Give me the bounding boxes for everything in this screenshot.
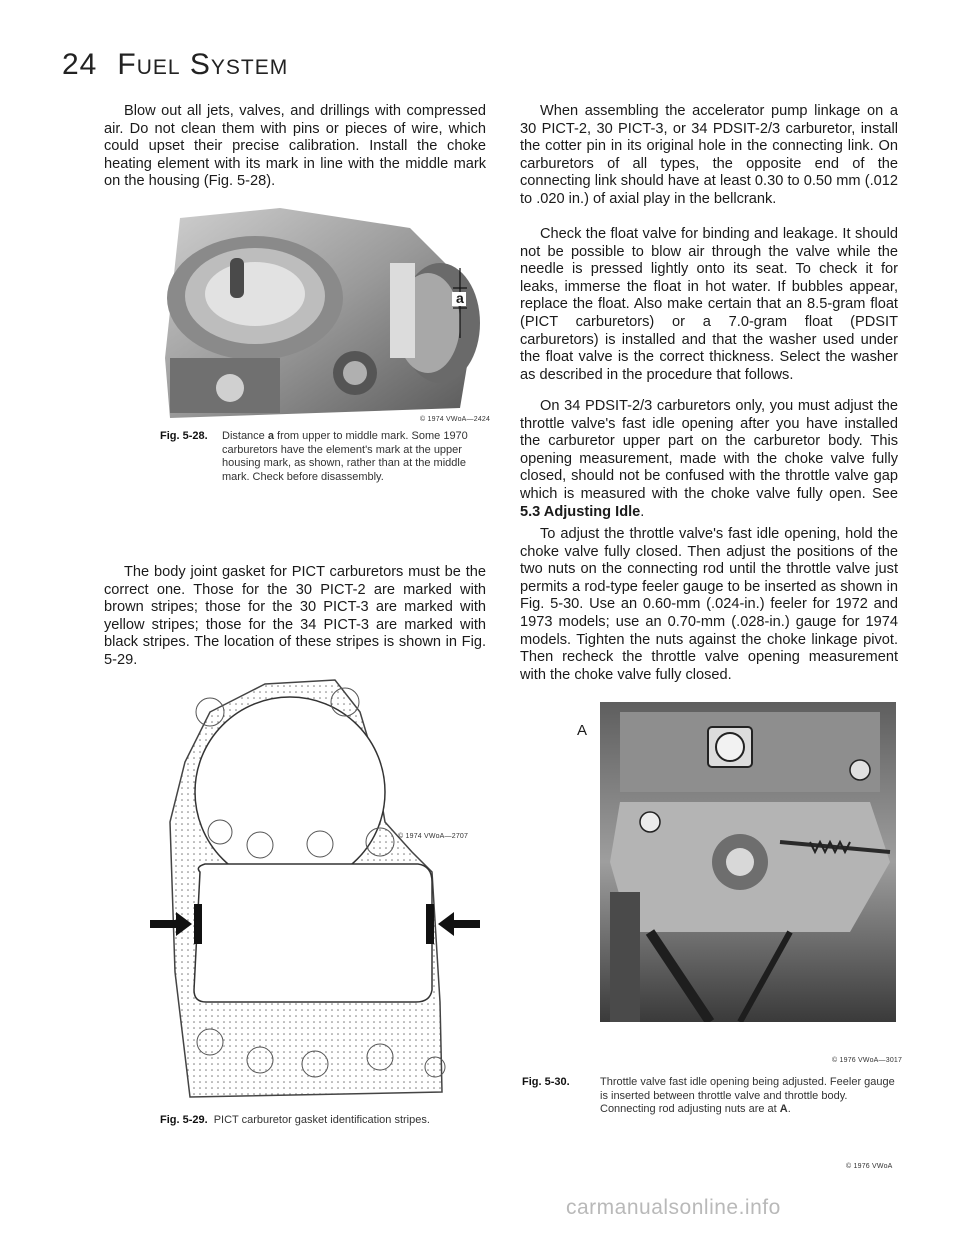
paragraph-fast-idle-post: . bbox=[640, 503, 645, 520]
fig-5-28-label: Fig. 5-28. bbox=[160, 430, 208, 442]
paragraph-clean-jets: Blow out all jets, valves, and drillings with compressed air. Do not clean them with pins or pieces of wire, which could upset their precise calibration. Install the choke heating element with its mark in line with the middle mark on the housing (Fig. 5-28). bbox=[104, 103, 486, 190]
fig-5-28-caption-pre: Distance bbox=[222, 430, 268, 442]
paragraph-fast-idle-adjust: To adjust the throttle valve's fast idle opening, hold the choke valve fully closed. Then adjust the positions of the two nuts on the connecting rod until the throttle valve just permits a rod-type feeler gauge to be inserted as shown in Fig. 5-30. Use an 0.60-mm (.024-in.) feeler for 1972 and 1973 models; use an 0.70-mm (.028-in.) gauge for 1974 models. Tighten the nuts against the choke linkage pivot. Then recheck the throttle valve opening measurement with the choke valve fully closed. bbox=[520, 526, 898, 683]
fig-5-28-caption-text bbox=[222, 430, 486, 484]
fig-5-28-photo bbox=[160, 208, 486, 418]
paragraph-fast-idle-ref: 5.3 Adjusting Idle bbox=[520, 503, 641, 520]
fig-5-29-caption-text: PICT carburetor gasket identification stripes. bbox=[213, 1114, 430, 1126]
fig-5-30-label: Fig. 5-30. bbox=[522, 1076, 570, 1088]
paragraph-fast-idle-pre: On 34 PDSIT-2/3 carburetors only, you must adjust the throttle valve's fast idle opening after you have installed the carburetor upper part on the carburetor body. This opening measurement, made with the choke valve fully closed, should not be confused with the throttle valve gap which is measured with the choke valve fully open. See bbox=[520, 398, 898, 502]
fig-5-28-caption-bold: a bbox=[267, 430, 274, 442]
fig-5-29-label: Fig. 5-29. bbox=[160, 1114, 208, 1126]
fig-5-30-caption-text bbox=[600, 1076, 898, 1117]
paragraph-gasket: The body joint gasket for PICT carburetors must be the correct one. Those for the 30 PICT-2 are marked with brown stripes; those for the 30 PICT-3 are marked with yellow stripes; those for the 34 PICT-3 are marked with black stripes. The location of these stripes is shown in Fig. 5-29. bbox=[104, 564, 486, 668]
site-watermark: carmanualsonline.info bbox=[566, 1196, 781, 1219]
page-header bbox=[62, 48, 288, 82]
fig-5-30-credit: © 1976 VWoA—3017 bbox=[832, 1057, 903, 1064]
fig-5-30-callout: A bbox=[577, 722, 588, 739]
paragraph-accelerator-pump: When assembling the accelerator pump linkage on a 30 PICT-2, 30 PICT-3, or 34 PDSIT-2/3 carburetor, install the cotter pin in its original hole in the connecting link. On carburetors of all types, the opposite end of the connecting link should have at least 0.30 to 0.50 mm (.012 to .020 in.) of axial play in the bellcrank. bbox=[520, 103, 898, 207]
page-credit: © 1976 VWoA bbox=[846, 1163, 893, 1170]
fig-5-29-caption bbox=[160, 1114, 500, 1128]
fig-5-29-gasket-drawing bbox=[150, 672, 486, 1108]
fig-5-30-photo bbox=[590, 702, 898, 1022]
fig-5-28-credit: © 1974 VWoA—2424 bbox=[420, 416, 491, 423]
fig-5-28-callout: a bbox=[456, 290, 464, 306]
fig-5-28-caption-post: from upper to middle mark. Some 1970 carburetors have the element's mark at the upper housing mark, as shown, rather than at the middle mark. Check before disassembly. bbox=[222, 430, 468, 483]
paragraph-float-valve: Check the float valve for binding and leakage. It should not be possible to blow air through the valve while the needle is pressed lightly onto its seat. To check it for leaks, immerse the float in hot water. If bubbles appear, replace the float. Also make certain that an 8.5-gram float (PICT carburetors) or a 7.0-gram float (PDSIT carburetors) is installed and that the washer used under the float valve is the correct thickness. Select the washer as described in the procedure that follows. bbox=[520, 226, 898, 383]
fig-5-30-caption-bold: A bbox=[779, 1103, 788, 1115]
fig-5-30-caption-post: . bbox=[787, 1103, 791, 1115]
fig-5-30-caption-pre: Throttle valve fast idle opening being adjusted. Feeler gauge is inserted between throttle valve and throttle body. Connecting rod adjusting nuts are at bbox=[600, 1076, 895, 1115]
page-number: 24 bbox=[62, 48, 98, 81]
section-title: Fuel System bbox=[117, 48, 289, 81]
paragraph-fast-idle-intro bbox=[520, 398, 898, 521]
fig-5-29-credit: © 1974 VWoA—2707 bbox=[398, 833, 469, 840]
